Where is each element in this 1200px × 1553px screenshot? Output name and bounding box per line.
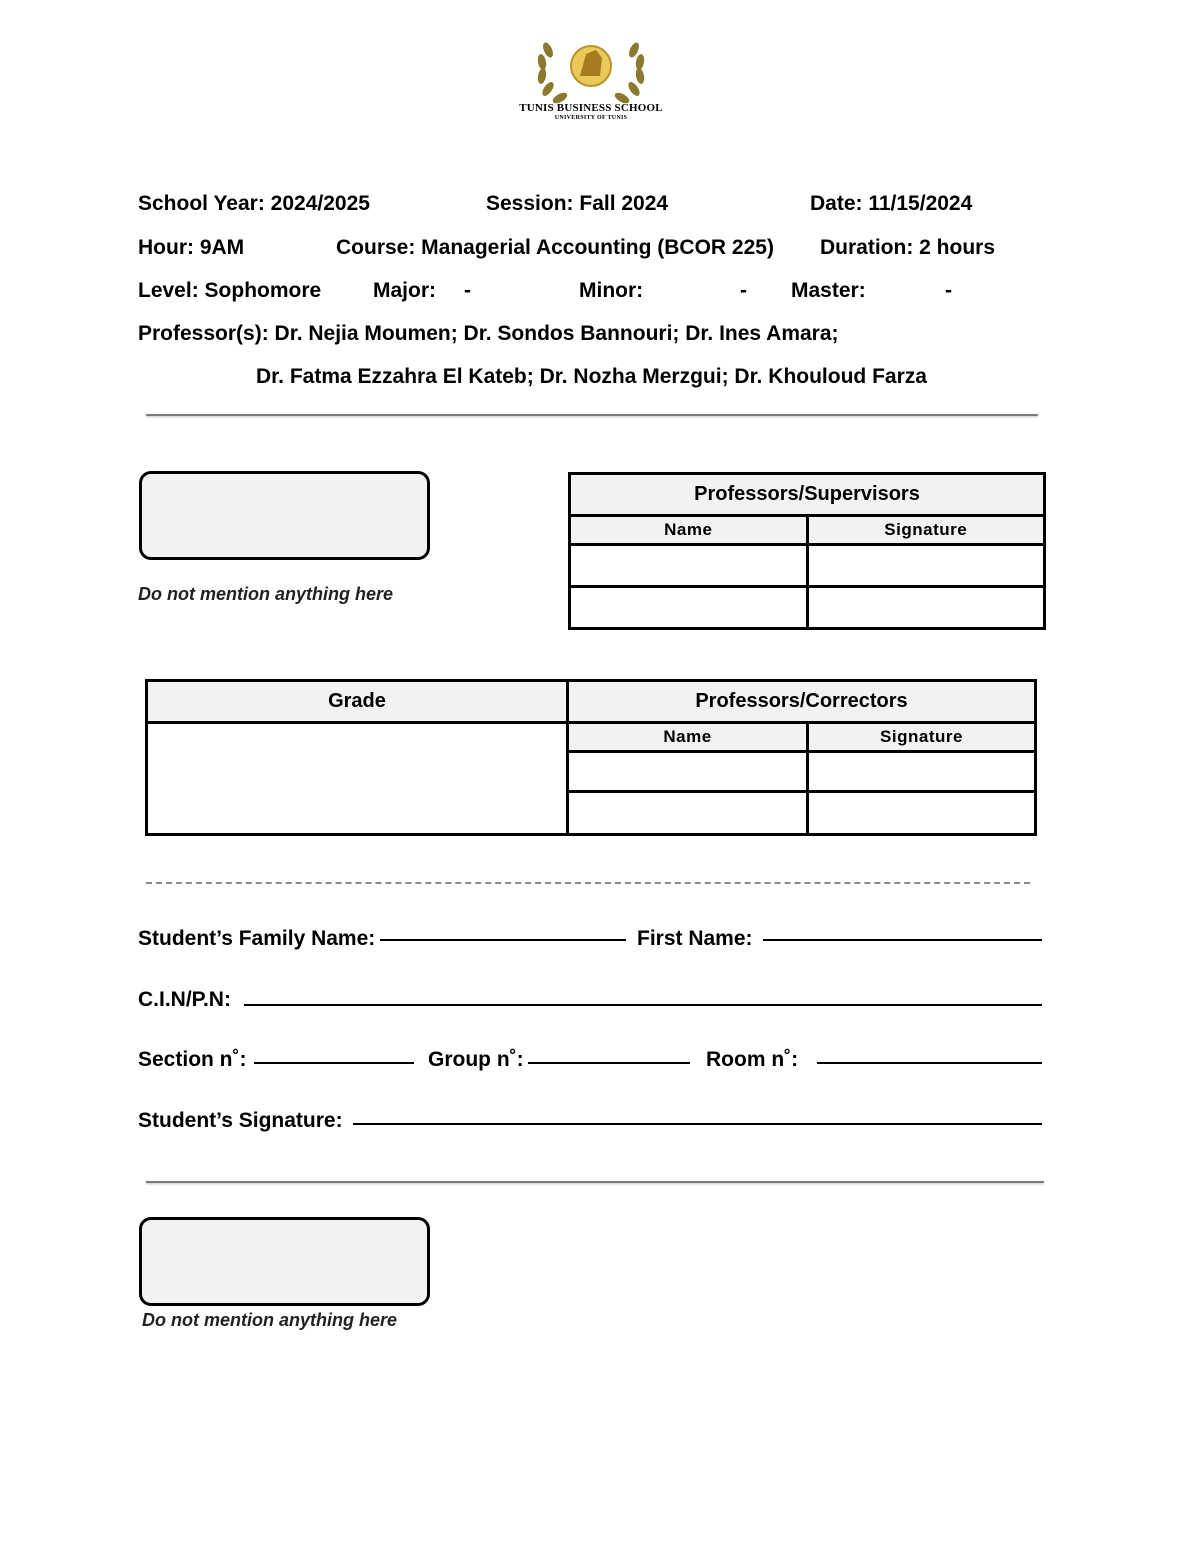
corrector-name-cell[interactable] [568, 752, 808, 792]
correctors-name-header: Name [568, 723, 808, 752]
supervisors-name-header: Name [570, 516, 808, 545]
major-label: Major: [373, 279, 436, 302]
correctors-header: Professors/Correctors [568, 681, 1036, 723]
cut-line [146, 882, 1030, 884]
first-name-label: First Name: [637, 927, 753, 950]
student-signature-field[interactable] [353, 1123, 1042, 1125]
session: Session: Fall 2024 [486, 192, 669, 215]
section-field[interactable] [254, 1062, 414, 1064]
reserved-code-box [139, 1217, 430, 1306]
room-field[interactable] [817, 1062, 1042, 1064]
divider [146, 414, 1038, 416]
exam-date: Date: 11/15/2024 [810, 192, 973, 215]
correctors-signature-header: Signature [808, 723, 1036, 752]
exam-duration: Duration: 2 hours [820, 236, 996, 259]
first-name-field[interactable] [763, 939, 1042, 941]
corrector-name-cell[interactable] [568, 792, 808, 835]
major-value: - [464, 279, 471, 302]
family-name-field[interactable] [380, 939, 626, 941]
cin-field[interactable] [244, 1004, 1042, 1006]
corrector-signature-cell[interactable] [808, 752, 1036, 792]
course-name: Course: Managerial Accounting (BCOR 225) [336, 236, 774, 259]
supervisor-signature-cell[interactable] [807, 587, 1045, 629]
family-name-label: Student’s Family Name: [138, 927, 376, 950]
logo-school-name: TUNIS BUSINESS SCHOOL [519, 102, 663, 114]
group-label: Group n˚: [428, 1048, 524, 1071]
reserved-note: Do not mention anything here [142, 1310, 397, 1330]
cin-label: C.I.N/P.N: [138, 988, 231, 1011]
grade-cell[interactable] [147, 723, 568, 835]
reserved-code-box [139, 471, 430, 560]
grade-table [145, 679, 1037, 836]
supervisors-table-title: Professors/Supervisors [570, 474, 1045, 516]
supervisor-name-cell[interactable] [570, 587, 808, 629]
master-value: - [945, 279, 952, 302]
student-level: Level: Sophomore [138, 279, 322, 302]
section-label: Section n˚: [138, 1048, 247, 1071]
grade-header: Grade [147, 681, 568, 723]
divider [146, 1181, 1044, 1183]
logo-university-name: UNIVERSITY OF TUNIS [554, 115, 628, 121]
master-label: Master: [791, 279, 866, 302]
supervisors-table [568, 472, 1046, 630]
reserved-note: Do not mention anything here [138, 584, 393, 604]
student-signature-label: Student’s Signature: [138, 1109, 343, 1132]
professors-line-1: Professor(s): Dr. Nejia Moumen; Dr. Sondos Bannouri; Dr. Ines Amara; [138, 322, 839, 345]
group-field[interactable] [528, 1062, 690, 1064]
exam-hour: Hour: 9AM [138, 236, 245, 259]
supervisors-signature-header: Signature [807, 516, 1045, 545]
corrector-signature-cell[interactable] [808, 792, 1036, 835]
school-year: School Year: 2024/2025 [138, 192, 370, 215]
minor-value: - [740, 279, 747, 302]
supervisor-name-cell[interactable] [570, 545, 808, 587]
room-label: Room n˚: [706, 1048, 799, 1071]
supervisor-signature-cell[interactable] [807, 545, 1045, 587]
professors-line-2: Dr. Fatma Ezzahra El Kateb; Dr. Nozha Merzgui; Dr. Khouloud Farza [256, 365, 927, 388]
minor-label: Minor: [579, 279, 644, 302]
